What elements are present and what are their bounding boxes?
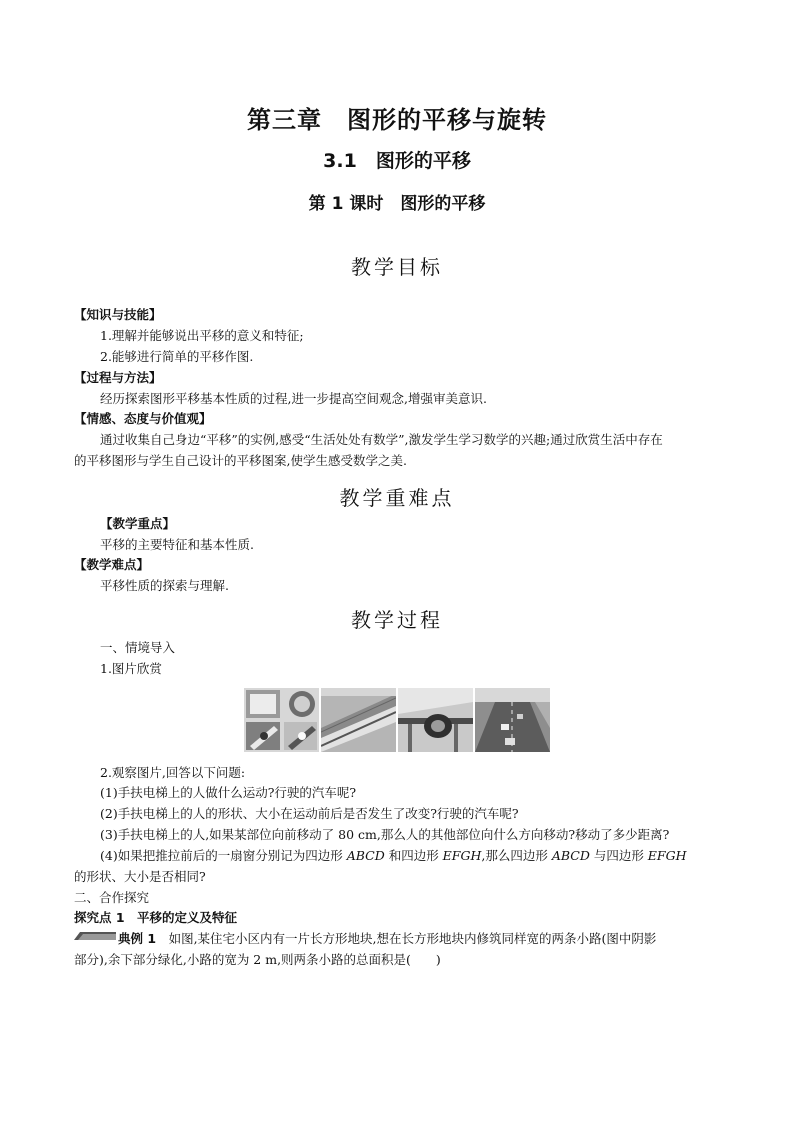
quad-abcd: ABCD [346, 848, 385, 863]
photo-highway-traffic [475, 688, 550, 752]
question-3: (3)手扶电梯上的人,如果某部位向前移动了 80 cm,那么人的其他部位向什么方向移动?移动了多少距离? [100, 827, 670, 842]
emotion-text-line-1: 通过收集自己身边“平移”的实例,感受“生活处处有数学”,激发学生学习数学的兴趣;通过欣赏生活中存在 [100, 432, 663, 447]
question-1: (1)手扶电梯上的人做什么运动?行驶的汽车呢? [100, 785, 357, 800]
step-2: 2.观察图片,回答以下问题: [100, 765, 246, 780]
question-4-part-d: 与四边形 [589, 848, 648, 863]
heading-key-points: 教学重难点 [339, 486, 455, 510]
section-title: 3.1 图形的平移 [323, 150, 471, 172]
question-4 [100, 847, 686, 865]
explore-point-1: 探究点 1 平移的定义及特征 [74, 910, 238, 925]
question-4-part-b: 和四边形 [384, 848, 443, 863]
question-2: (2)手扶电梯上的人的形状、大小在运动前后是否发生了改变?行驶的汽车呢? [100, 806, 519, 821]
quad-abcd-2: ABCD [551, 848, 590, 863]
example-1-text: 如图,某住宅小区内有一片长方形地块,想在长方形地块内修筑同样宽的两条小路(图中阴影 [156, 931, 657, 946]
question-4-part-a: (4)如果把推拉前后的一扇窗分别记为四边形 [100, 848, 347, 863]
step-1: 1.图片欣赏 [100, 661, 162, 676]
lesson-title: 第 1 课时 图形的平移 [308, 194, 486, 214]
focus-label: 【教学重点】 [100, 516, 176, 531]
emotion-label: 【情感、态度与价值观】 [74, 411, 212, 426]
emotion-text-line-2: 的平移图形与学生自己设计的平移图案,使学生感受数学之美. [74, 453, 407, 468]
difficulty-label: 【教学难点】 [74, 557, 150, 572]
part-1-heading: 一、情境导入 [100, 640, 176, 655]
example-1-line-1 [74, 930, 656, 948]
process-method-item: 经历探索图形平移基本性质的过程,进一步提高空间观念,增强审美意识. [100, 391, 487, 406]
question-4-tail: 的形状、大小是否相同? [74, 869, 206, 884]
example-1-line-2: 部分),余下部分绿化,小路的宽为 2 m,则两条小路的总面积是( ) [74, 952, 441, 967]
part-2-heading: 二、合作探究 [74, 890, 150, 905]
photo-strip [244, 688, 550, 752]
chapter-title: 第三章 图形的平移与旋转 [247, 106, 547, 134]
quad-efgh: EFGH [442, 848, 482, 863]
quad-efgh-2: EFGH [647, 848, 687, 863]
knowledge-item-1: 1.理解并能够说出平移的意义和特征; [100, 328, 304, 343]
photo-monorail [398, 688, 473, 752]
heading-process: 教学过程 [351, 608, 443, 632]
difficulty-text: 平移性质的探索与理解. [100, 578, 229, 593]
question-4-part-c: ,那么四边形 [481, 848, 552, 863]
focus-text: 平移的主要特征和基本性质. [100, 537, 254, 552]
example-label: 典例 1 [118, 931, 157, 946]
knowledge-item-2: 2.能够进行简单的平移作图. [100, 349, 254, 364]
process-method-label: 【过程与方法】 [74, 370, 162, 385]
heading-goals: 教学目标 [351, 255, 443, 279]
photo-escalator [321, 688, 396, 752]
knowledge-label: 【知识与技能】 [74, 307, 162, 322]
photo-escalator-diagram [244, 688, 319, 752]
